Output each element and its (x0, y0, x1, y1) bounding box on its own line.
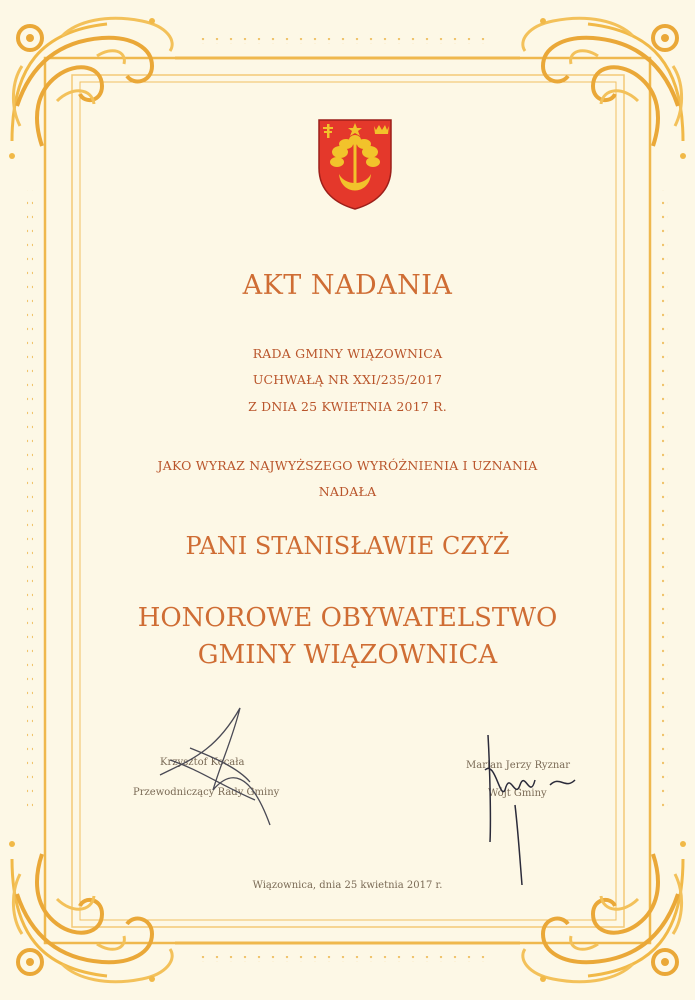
honor-title-line2: GMINY WIĄZOWNICA (197, 640, 498, 670)
left-signatory-role: Przewodniczący Rady Gminy (133, 787, 280, 798)
right-signatory-role: Wójt Gminy (488, 788, 547, 799)
coat-of-arms-emblem (315, 116, 395, 211)
date-line: Z DNIA 25 KWIETNIA 2017 R. (248, 399, 447, 414)
place-and-date: Wiązownica, dnia 25 kwietnia 2017 r. (252, 880, 443, 891)
granted-line: NADAŁA (318, 484, 377, 499)
recipient-name: PANI STANISŁAWIE CZYŻ (185, 532, 510, 560)
council-line: RADA GMINY WIĄZOWNICA (252, 346, 443, 361)
distinction-line: JAKO WYRAZ NAJWYŻSZEGO WYRÓŻNIENIA I UZNANIA (157, 458, 538, 473)
certificate-title: AKT NADANIA (242, 270, 453, 301)
resolution-line: UCHWAŁĄ NR XXI/235/2017 (252, 372, 443, 387)
right-signatory-name: Marian Jerzy Ryznar (466, 760, 571, 771)
honor-title-line1: HONOROWE OBYWATELSTWO (137, 603, 558, 633)
left-signatory-name: Krzysztof Kocała (160, 757, 245, 768)
